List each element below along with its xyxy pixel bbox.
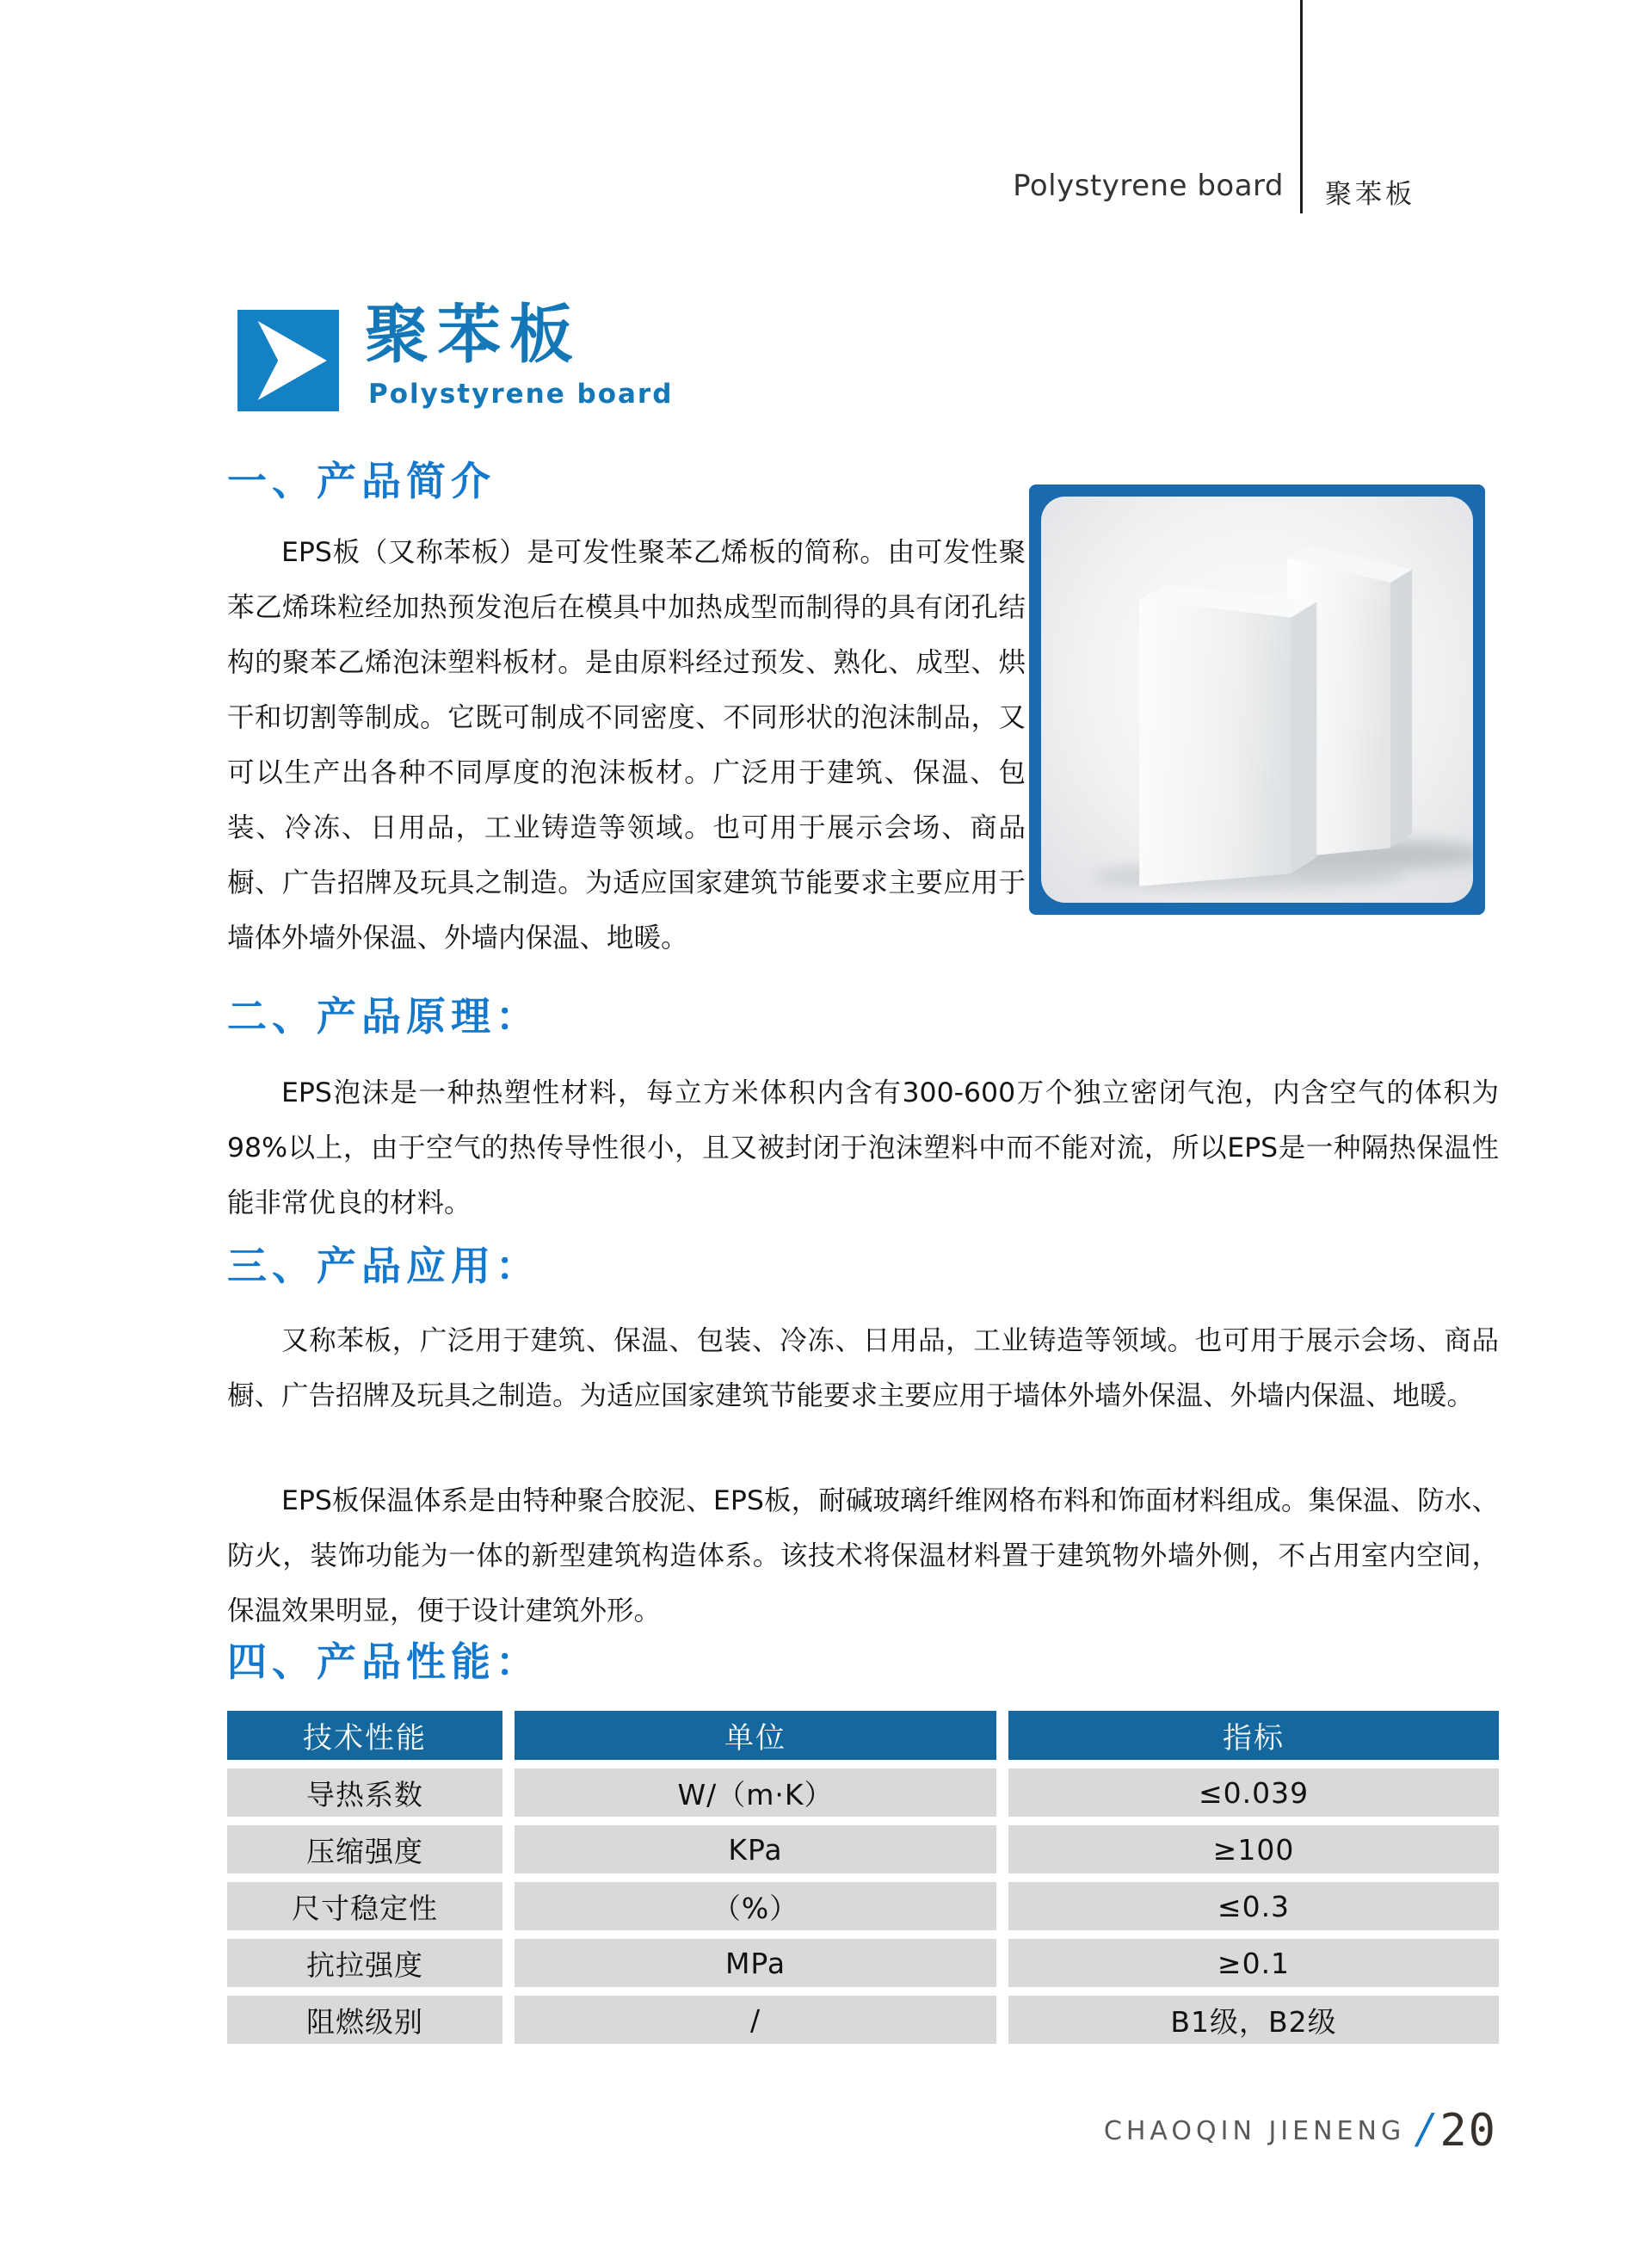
table-cell: ≥100 bbox=[1008, 1825, 1499, 1873]
performance-table bbox=[227, 1711, 1499, 2044]
page-header-chinese: 聚苯板 bbox=[1325, 179, 1415, 210]
application-paragraph-2: EPS板保温体系是由特种聚合胶泥、EPS板，耐碱玻璃纤维网格布料和饰面材料组成。集保温、防水、防火，装饰功能为一体的新型建筑构造体系。该技术将保温材料置于建筑物外墙外侧，不占用室内空间，保温效果明显，便于设计建筑外形。 bbox=[227, 1485, 1499, 1626]
arrow-right-icon bbox=[237, 310, 339, 411]
section-heading-principle: 二、产品原理： bbox=[227, 993, 540, 1040]
table-cell: B1级，B2级 bbox=[1008, 1996, 1499, 2044]
section-heading-application: 三、产品应用： bbox=[227, 1243, 540, 1289]
page-footer bbox=[1104, 2105, 1497, 2157]
product-image bbox=[1041, 497, 1473, 903]
header-vertical-rule bbox=[1300, 0, 1303, 213]
product-image-frame bbox=[1029, 485, 1485, 915]
table-cell: 抗拉强度 bbox=[227, 1939, 502, 1987]
product-subtitle: Polystyrene board bbox=[368, 379, 674, 410]
table-cell: ≥0.1 bbox=[1008, 1939, 1499, 1987]
section-heading-performance: 四、产品性能： bbox=[227, 1639, 540, 1685]
table-header-property: 技术性能 bbox=[227, 1711, 502, 1760]
table-cell: ≤0.039 bbox=[1008, 1768, 1499, 1817]
table-cell: / bbox=[515, 1996, 996, 2044]
application-paragraph-1: 又称苯板，广泛用于建筑、保温、包装、冷冻、日用品，工业铸造等领域。也可用于展示会场、商品橱、广告招牌及玩具之制造。为适应国家建筑节能要求主要应用于墙体外墙外保温、外墙内保温、地暖。 bbox=[227, 1325, 1499, 1411]
table-cell: 尺寸稳定性 bbox=[227, 1882, 502, 1930]
table-cell: 阻燃级别 bbox=[227, 1996, 502, 2044]
page-number: 20 bbox=[1439, 2105, 1497, 2157]
table-cell: ≤0.3 bbox=[1008, 1882, 1499, 1930]
table-cell: MPa bbox=[515, 1939, 996, 1987]
table-cell: 压缩强度 bbox=[227, 1825, 502, 1873]
table-header-unit: 单位 bbox=[515, 1711, 996, 1760]
table-cell: KPa bbox=[515, 1825, 996, 1873]
intro-paragraph: EPS板（又称苯板）是可发性聚苯乙烯板的简称。由可发性聚苯乙烯珠粒经加热预发泡后在模具中加热成型而制得的具有闭孔结构的聚苯乙烯泡沫塑料板材。是由原料经过预发、熟化、成型、烘干和切割等制成。它既可制成不同密度、不同形状的泡沫制品，又可以生产出各种不同厚度的泡沫板材。广泛用于建筑、保温、包装、冷冻、日用品，工业铸造等领域。也可用于展示会场、商品橱、广告招牌及玩具之制造。为适应国家建筑节能要求主要应用于墙体外墙外保温、外墙内保温、地暖。 bbox=[227, 537, 1026, 954]
brand-logo bbox=[237, 310, 339, 411]
footer-brand: CHAOQIN JIENENG bbox=[1103, 2115, 1406, 2146]
principle-paragraph: EPS泡沫是一种热塑性材料，每立方米体积内含有300-600万个独立密闭气泡，内含空气的体积为98%以上，由于空气的热传导性很小，且又被封闭于泡沫塑料中而不能对流，所以EPS是一种隔热保温性能非常优良的材料。 bbox=[227, 1077, 1499, 1219]
product-title: 聚苯板 bbox=[365, 298, 582, 372]
table-cell: （%） bbox=[515, 1882, 996, 1930]
table-cell: W/（m·K） bbox=[515, 1768, 996, 1817]
table-header-index: 指标 bbox=[1008, 1711, 1499, 1760]
foam-boards-illustration bbox=[1041, 497, 1473, 903]
table-cell: 导热系数 bbox=[227, 1768, 502, 1817]
page-header-english: Polystyrene board bbox=[1013, 169, 1284, 203]
footer-slash: / bbox=[1417, 2105, 1432, 2153]
section-heading-intro: 一、产品简介 bbox=[227, 458, 496, 504]
